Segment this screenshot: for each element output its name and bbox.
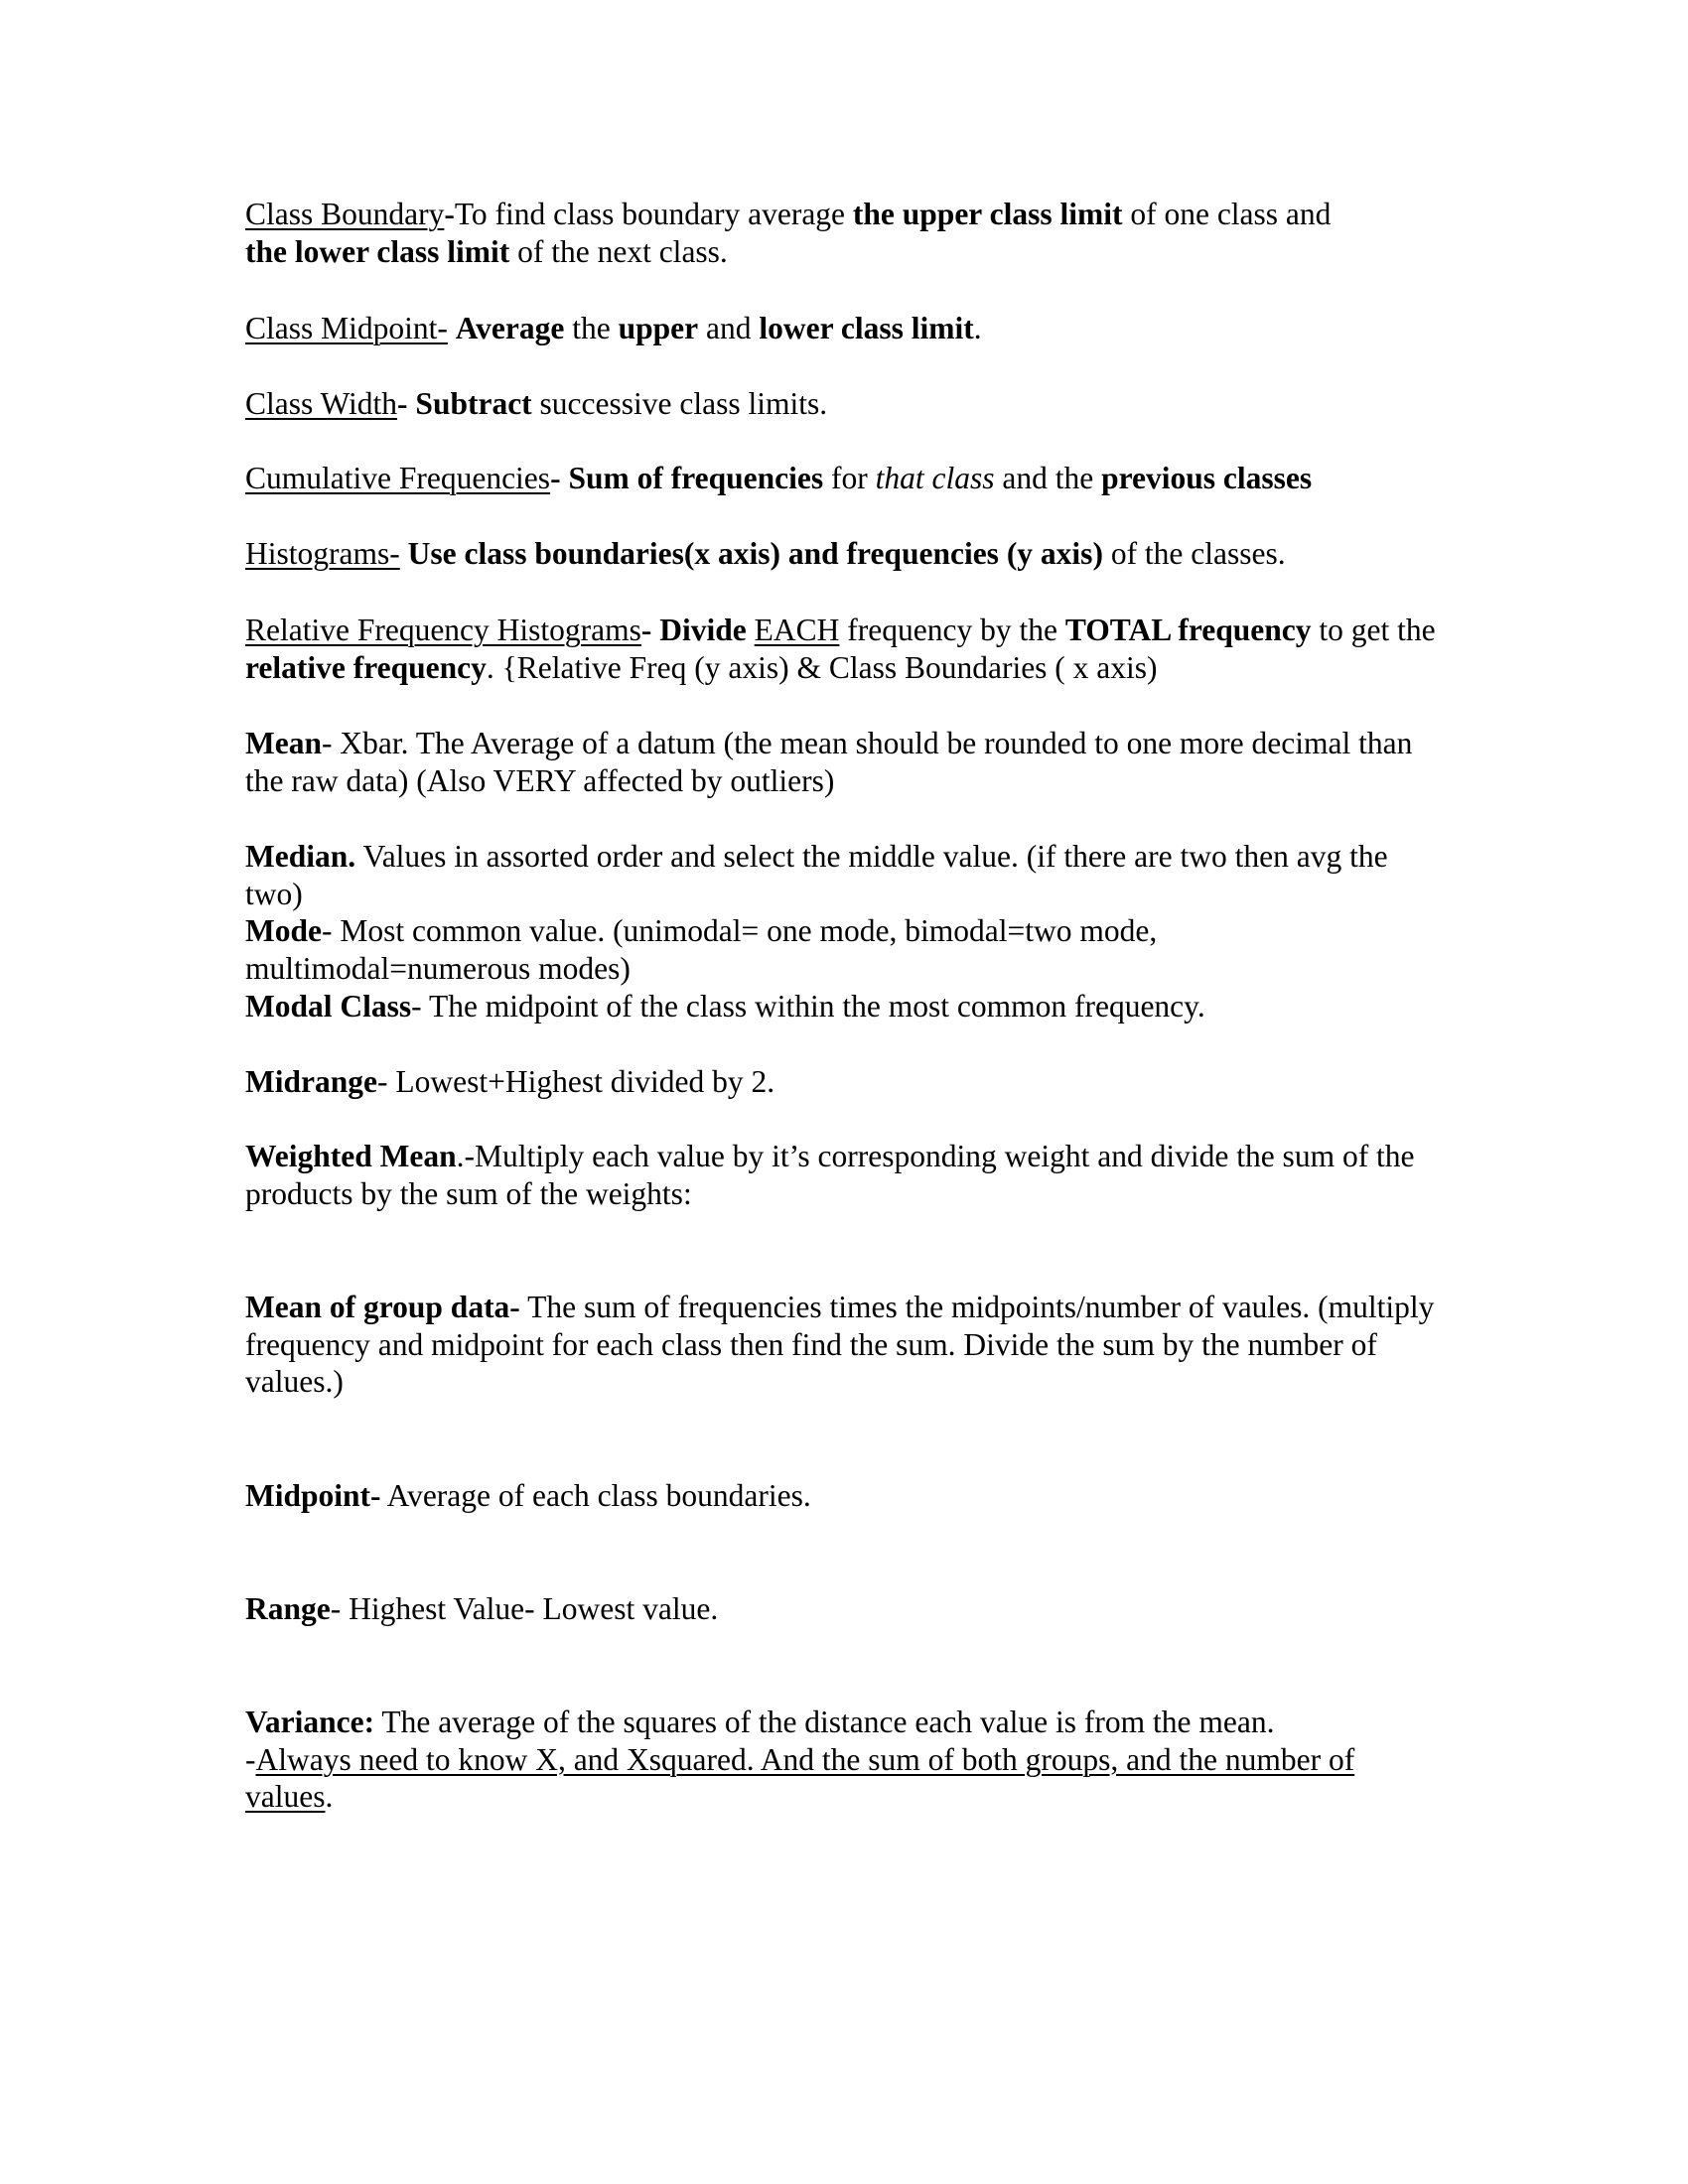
term-mode: Mode: [245, 913, 322, 948]
definition-text: - Xbar. The Average of a datum (the mean should be rounded to one more decimal than the raw data) (Also VERY affected by outliers): [245, 726, 1413, 798]
entry-mean-of-group-data: [245, 1289, 1437, 1401]
definition-text: [747, 613, 755, 647]
term-class-midpoint: Class Midpoint-: [245, 311, 448, 345]
definition-text: frequency by the: [839, 613, 1065, 647]
definition-text: the: [564, 311, 619, 345]
term-separator: -: [444, 197, 455, 231]
term-histograms: Histograms-: [245, 536, 400, 571]
definition-text: successive class limits.: [531, 386, 828, 421]
italic-text: that class: [875, 461, 995, 495]
entry-histograms: [245, 535, 1437, 573]
entry-median: [245, 838, 1437, 912]
term-mean: Mean: [245, 726, 322, 760]
term-separator: -: [397, 386, 416, 421]
entry-class-midpoint: [245, 310, 1437, 347]
definition-text: - The midpoint of the class within the most common frequency.: [411, 989, 1205, 1024]
emphasis-text: Subtract: [415, 386, 532, 421]
term-mean-of-group-data: Mean of group data-: [245, 1290, 520, 1324]
entry-midrange: [245, 1063, 1437, 1101]
term-midrange: Midrange: [245, 1064, 377, 1099]
definition-text: of the next class.: [509, 233, 728, 269]
definition-text: to get the: [1311, 613, 1436, 647]
emphasis-text: the lower class limit: [245, 233, 510, 269]
entry-midpoint: [245, 1477, 1437, 1515]
definition-text: .: [325, 1779, 334, 1814]
definition-text: of the classes.: [1102, 536, 1286, 571]
emphasis-text: upper: [618, 311, 699, 345]
entry-weighted-mean: [245, 1138, 1437, 1212]
emphasis-text: relative frequency: [245, 649, 487, 685]
definition-text: [400, 536, 408, 571]
definition-text: [448, 311, 456, 345]
term-class-width: Class Width: [245, 386, 398, 421]
emphasis-text: Use class boundaries(x axis) and frequencies (y axis): [407, 536, 1103, 571]
emphasis-text: Divide: [659, 613, 747, 647]
definition-text: and the: [994, 461, 1102, 495]
entry-range: [245, 1590, 1437, 1628]
definition-text: .: [973, 311, 982, 345]
entry-mode: [245, 912, 1437, 987]
definition-text: - Most common value. (unimodal= one mode, bimodal=two mode, multimodal=numerous modes): [245, 913, 1158, 986]
underlined-text: Always need to know X, and Xsquared. And the sum of both groups, and the number of values: [245, 1741, 1355, 1814]
emphasis-text: lower class limit: [759, 311, 974, 345]
entry-variance: [245, 1704, 1437, 1816]
term-separator: -: [550, 461, 569, 495]
entry-cumulative-frequencies: [245, 460, 1437, 497]
emphasis-text: previous classes: [1101, 461, 1313, 495]
entry-class-boundary: [245, 196, 1437, 270]
definition-text: and: [698, 311, 760, 345]
definition-text: .-Multiply each value by it’s corresponding weight and divide the sum of the products by the sum of the weights:: [245, 1139, 1415, 1211]
definition-text: The sum of frequencies times the midpoints/number of vaules. (multiply frequency and midpoint for each class then find the sum. Divide the sum by the number of values.): [245, 1290, 1435, 1399]
entry-relative-frequency-histograms: [245, 612, 1437, 686]
term-modal-class: Modal Class: [245, 989, 412, 1024]
term-weighted-mean: Weighted Mean: [245, 1139, 457, 1173]
definition-text: - Highest Value- Lowest value.: [330, 1591, 719, 1626]
entry-mean: [245, 725, 1437, 799]
definition-text: Average of each class boundaries.: [380, 1478, 811, 1513]
term-class-boundary: Class Boundary: [245, 197, 445, 231]
emphasis-text: the upper class limit: [852, 197, 1123, 231]
term-cumulative-frequencies: Cumulative Frequencies: [245, 461, 551, 495]
definition-text: Values in assorted order and select the middle value. (if there are two then avg the two): [245, 839, 1388, 911]
term-range: Range: [245, 1591, 331, 1626]
definition-text: of one class and: [1122, 197, 1332, 231]
emphasis-text: TOTAL frequency: [1064, 613, 1312, 647]
definition-text: -: [245, 1741, 256, 1777]
entry-modal-class: [245, 988, 1437, 1025]
term-median: Median.: [245, 839, 356, 874]
definition-text: The average of the squares of the distance each value is from the mean.: [374, 1705, 1275, 1739]
emphasis-text: Sum of frequencies: [568, 461, 824, 495]
definition-text: To find class boundary average: [454, 197, 853, 231]
term-midpoint: Midpoint-: [245, 1478, 381, 1513]
definition-text: for: [823, 461, 876, 495]
emphasis-text: Average: [455, 311, 565, 345]
term-separator: -: [640, 613, 660, 647]
underlined-text: EACH: [754, 613, 840, 647]
term-relative-frequency-histograms: Relative Frequency Histograms: [245, 613, 641, 647]
definition-text: . {Relative Freq (y axis) & Class Boundaries ( x axis): [486, 649, 1158, 685]
term-variance: Variance:: [245, 1705, 375, 1739]
definition-text: - Lowest+Highest divided by 2.: [376, 1064, 775, 1099]
entry-class-width: [245, 385, 1437, 423]
